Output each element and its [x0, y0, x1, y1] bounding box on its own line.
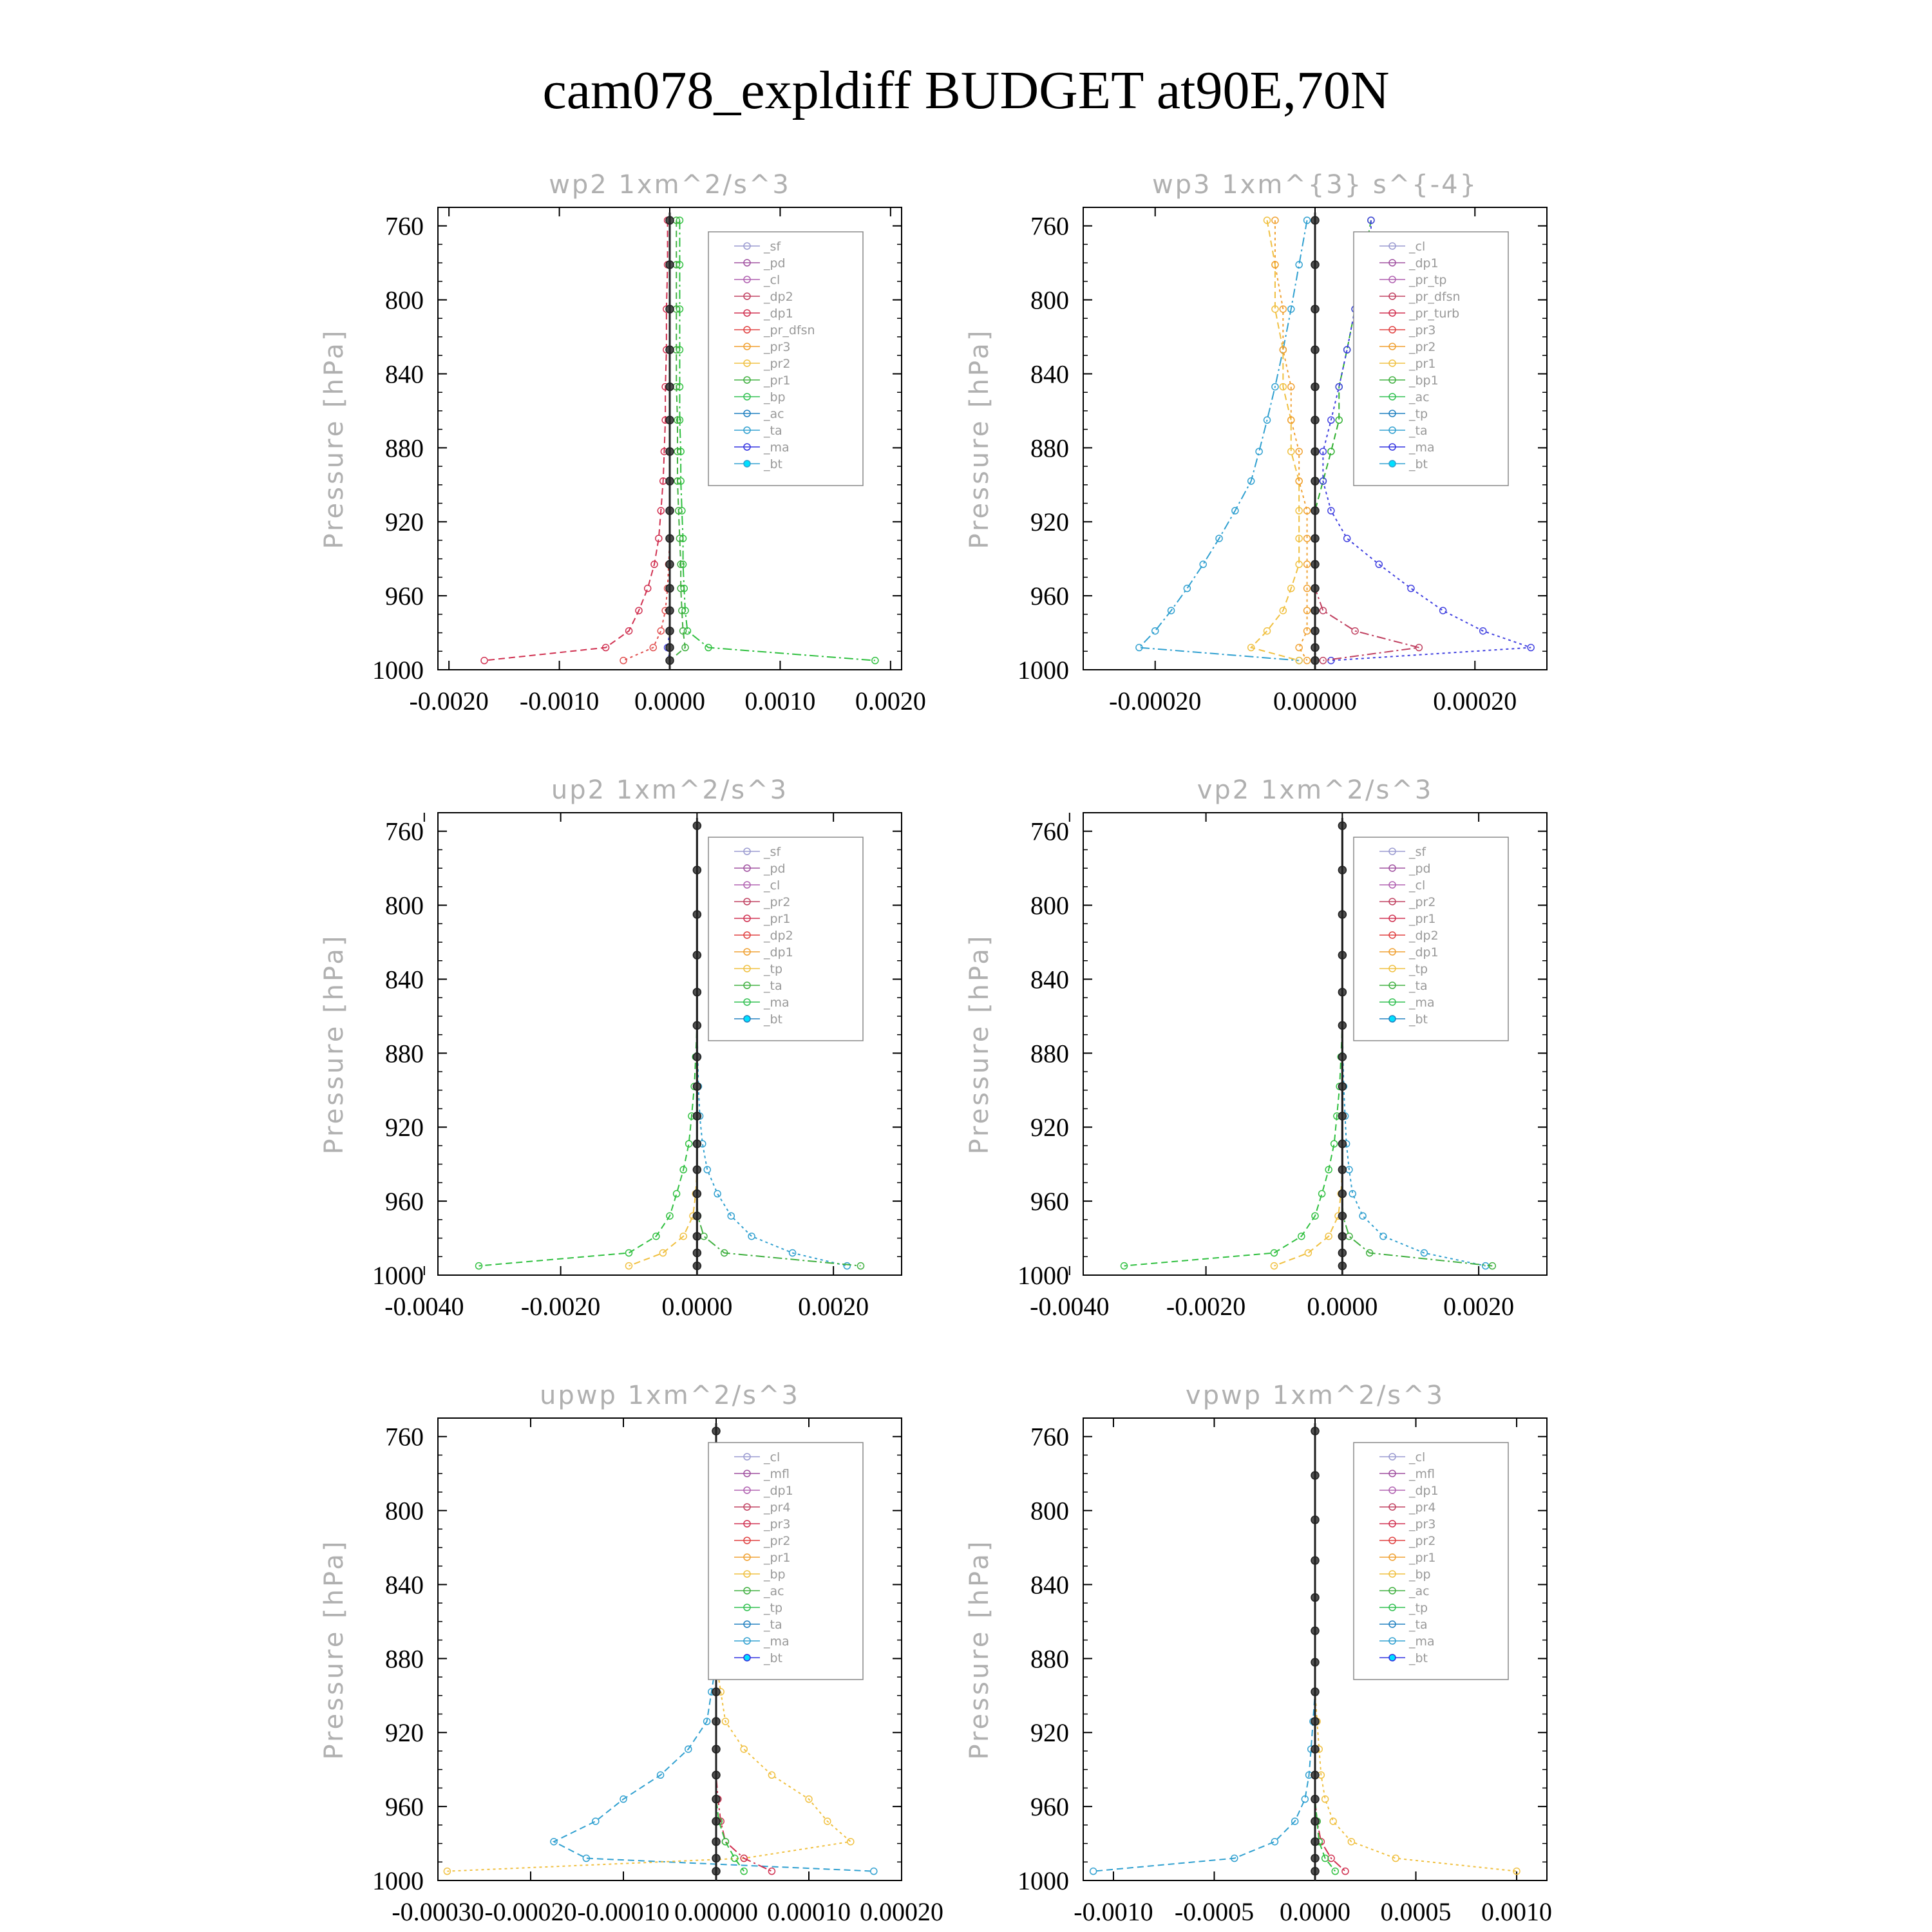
legend-entry: _ma [764, 440, 790, 455]
y-tick-label: 800 [1030, 1496, 1069, 1526]
series-line [484, 220, 668, 661]
legend-marker [744, 1654, 750, 1661]
legend-marker [1389, 460, 1396, 467]
y-tick-label: 760 [385, 817, 424, 846]
panel-title: vp2 1xm^2/s^3 [1197, 775, 1434, 805]
data-point [1271, 1839, 1278, 1845]
legend-entry: _ta [764, 424, 782, 438]
y-tick-label: 840 [385, 1570, 424, 1600]
data-point [1152, 628, 1159, 634]
legend-entry: _pd [764, 862, 786, 876]
legend-entry: _bt [1409, 1012, 1428, 1027]
y-axis-label: Pressure [hPa] [965, 933, 994, 1155]
data-point [714, 1191, 721, 1197]
legend-entry: _cl [1409, 240, 1426, 254]
y-tick-label: 1000 [372, 656, 424, 685]
y-tick-label: 880 [1030, 1644, 1069, 1674]
legend-entry: _tp [764, 962, 783, 976]
y-tick-label: 880 [1030, 433, 1069, 463]
data-point [768, 1868, 775, 1875]
legend-entry: _pr3 [764, 340, 791, 354]
x-tick-label: 0.0000 [661, 1292, 733, 1321]
x-tick-label: -0.0040 [1030, 1292, 1110, 1321]
legend-entry: _bt [1409, 457, 1428, 471]
legend-marker [1389, 1654, 1396, 1661]
legend-entry: _pr_tp [1409, 273, 1447, 287]
series-line [629, 826, 697, 1266]
data-point [722, 1839, 728, 1845]
data-point [625, 1250, 632, 1256]
y-tick-label: 960 [1030, 1187, 1069, 1217]
y-tick-label: 1000 [372, 1866, 424, 1895]
legend-entry: _pr2 [1409, 895, 1436, 909]
legend-entry: _pd [1409, 862, 1431, 876]
legend-entry: _ac [1409, 1584, 1430, 1598]
x-tick-label: -0.0005 [1174, 1897, 1255, 1926]
series-line [1139, 220, 1307, 661]
y-tick-label: 880 [385, 1039, 424, 1068]
legend-entry: _bp [764, 1567, 786, 1582]
data-point [728, 1213, 734, 1219]
x-tick-label: -0.00020 [484, 1897, 577, 1926]
y-tick-label: 960 [1030, 1792, 1069, 1822]
series-line [670, 220, 685, 661]
legend-entry: _ta [1409, 424, 1428, 438]
y-tick-label: 760 [385, 1422, 424, 1452]
x-tick-label: 0.0010 [1481, 1897, 1553, 1926]
y-tick-label: 920 [385, 507, 424, 537]
legend-entry: _tp [764, 1601, 783, 1615]
data-point [659, 1250, 666, 1256]
data-point [1342, 1868, 1349, 1875]
series-line [1315, 1431, 1345, 1871]
legend-entry: _cl [1409, 1450, 1426, 1464]
y-tick-label: 800 [385, 285, 424, 315]
y-tick-label: 920 [1030, 1718, 1069, 1748]
series-line [1315, 1431, 1335, 1871]
y-tick-label: 920 [1030, 507, 1069, 537]
panel-title: upwp 1xm^2/s^3 [540, 1381, 800, 1410]
legend-entry: _pr4 [764, 1501, 791, 1515]
legend-entry: _dp1 [1409, 256, 1439, 270]
legend-entry: _ma [764, 996, 790, 1010]
y-tick-label: 800 [1030, 891, 1069, 920]
figure-title: cam078_expldiff BUDGET at90E,70N [542, 61, 1390, 120]
data-point [1346, 1233, 1352, 1240]
legend-entry: _bt [764, 457, 783, 471]
legend-entry: _pr3 [764, 1517, 791, 1531]
series-line [479, 826, 697, 1266]
data-point [1344, 535, 1350, 542]
legend-entry: _pd [764, 256, 786, 270]
x-tick-label: -0.00030 [392, 1897, 484, 1926]
data-point [1184, 585, 1190, 592]
legend-entry: _pr_dfsn [1409, 290, 1461, 304]
legend-entry: _pr2 [1409, 340, 1436, 354]
legend-entry: _ta [1409, 1618, 1428, 1632]
data-point [741, 1746, 747, 1752]
series-line [1251, 220, 1299, 661]
y-tick-label: 840 [1030, 965, 1069, 994]
legend-entry: _dp2 [764, 929, 793, 943]
data-point [848, 1839, 854, 1845]
data-point [1271, 1250, 1277, 1256]
chart-panel [319, 170, 926, 715]
x-tick-label: -0.0020 [409, 687, 489, 715]
data-point [1359, 1213, 1366, 1219]
x-tick-label: -0.0020 [520, 1292, 601, 1321]
legend-entry: _ma [764, 1634, 790, 1649]
data-point [768, 1772, 775, 1778]
legend-entry: _mfl [1409, 1467, 1435, 1481]
x-tick-label: 0.0010 [744, 687, 816, 715]
legend-entry: _sf [764, 845, 781, 859]
legend-entry: _tp [1409, 962, 1428, 976]
legend-entry: _sf [1409, 845, 1426, 859]
legend-entry: _pr1 [764, 912, 791, 926]
data-point [1320, 607, 1326, 614]
y-tick-label: 880 [385, 1644, 424, 1674]
y-tick-label: 920 [1030, 1113, 1069, 1142]
y-tick-label: 840 [1030, 359, 1069, 389]
chart-panel [965, 170, 1547, 715]
data-point [1408, 585, 1414, 592]
y-tick-label: 1000 [1018, 656, 1069, 685]
legend-entry: _pr2 [1409, 1534, 1436, 1548]
y-tick-label: 1000 [1018, 1261, 1069, 1290]
y-tick-label: 960 [385, 1187, 424, 1217]
legend-entry: _cl [764, 1450, 781, 1464]
legend-entry: _ma [1409, 996, 1435, 1010]
y-tick-label: 920 [385, 1113, 424, 1142]
x-tick-label: 0.0000 [1280, 1897, 1350, 1926]
data-point [871, 1868, 877, 1875]
y-tick-label: 960 [385, 582, 424, 611]
y-tick-label: 960 [1030, 582, 1069, 611]
chart-panel [319, 775, 902, 1321]
x-tick-label: 0.0020 [1443, 1292, 1515, 1321]
legend-entry: _pr1 [764, 374, 791, 388]
data-point [1380, 1233, 1387, 1240]
legend-entry: _bt [764, 1012, 783, 1027]
legend-entry: _ma [1409, 1634, 1435, 1649]
y-axis-label: Pressure [hPa] [965, 1539, 994, 1760]
panel-title: wp3 1xm^{3} s^{-4} [1151, 170, 1479, 200]
legend-entry: _bt [764, 1651, 783, 1665]
x-tick-label: -0.0010 [1074, 1897, 1153, 1926]
y-axis-label: Pressure [hPa] [319, 328, 349, 549]
y-tick-label: 880 [385, 433, 424, 463]
legend-entry: _pr2 [764, 1534, 791, 1548]
series-line [623, 220, 670, 661]
y-tick-label: 760 [1030, 211, 1069, 241]
y-axis-label: Pressure [hPa] [319, 933, 349, 1155]
data-point [1392, 1855, 1399, 1862]
y-tick-label: 760 [1030, 1422, 1069, 1452]
y-tick-label: 840 [385, 965, 424, 994]
legend-entry: _mfl [764, 1467, 790, 1481]
legend-entry: _dp1 [764, 307, 793, 321]
x-tick-label: 0.0005 [1380, 1897, 1452, 1926]
x-tick-label: -0.0010 [519, 687, 600, 715]
legend-entry: _ma [1409, 440, 1435, 455]
legend-entry: _ta [1409, 979, 1428, 993]
legend-entry: _pr3 [1409, 1517, 1436, 1531]
legend-entry: _pr2 [764, 357, 791, 371]
panel-title: vpwp 1xm^2/s^3 [1185, 1381, 1445, 1410]
y-tick-label: 840 [385, 359, 424, 389]
y-tick-label: 1000 [372, 1261, 424, 1290]
y-tick-label: 760 [385, 211, 424, 241]
legend-entry: _pr_turb [1409, 307, 1460, 321]
legend-marker [744, 460, 750, 467]
legend-entry: _tp [1409, 407, 1428, 421]
legend-entry: _sf [764, 240, 781, 254]
x-tick-label: 0.0000 [634, 687, 705, 715]
y-tick-label: 800 [385, 1496, 424, 1526]
legend-entry: _bt [1409, 1651, 1428, 1665]
chart-panel [965, 775, 1547, 1321]
x-tick-label: 0.00010 [767, 1897, 851, 1926]
legend-entry: _dp2 [1409, 929, 1439, 943]
y-tick-label: 960 [385, 1792, 424, 1822]
legend-entry: _pr1 [1409, 357, 1436, 371]
legend-entry: _ac [764, 407, 784, 421]
data-point [1319, 1191, 1325, 1197]
legend-entry: _bp [764, 390, 786, 404]
legend-entry: _pr4 [1409, 1501, 1436, 1515]
legend-entry: _cl [764, 273, 781, 287]
legend-entry: _cl [1409, 878, 1426, 893]
series-line [1274, 826, 1342, 1266]
legend-entry: _pr1 [764, 1551, 791, 1565]
legend-entry: _pr2 [764, 895, 791, 909]
x-tick-label: -0.0040 [384, 1292, 464, 1321]
legend-entry: _ta [764, 979, 782, 993]
legend-entry: _pr_dfsn [764, 323, 815, 337]
data-point [1200, 561, 1206, 567]
legend-entry: _bp1 [1409, 374, 1439, 388]
y-tick-label: 880 [1030, 1039, 1069, 1068]
x-tick-label: 0.0000 [1307, 1292, 1378, 1321]
data-point [1330, 1818, 1336, 1824]
y-tick-label: 800 [385, 891, 424, 920]
x-tick-label: 0.00000 [674, 1897, 758, 1926]
y-axis-label: Pressure [hPa] [319, 1539, 349, 1760]
x-tick-label: 0.0020 [855, 687, 926, 715]
legend-entry: _dp2 [764, 290, 793, 304]
y-tick-label: 760 [1030, 817, 1069, 846]
x-tick-label: 0.0020 [798, 1292, 869, 1321]
data-point [592, 1818, 599, 1824]
legend-entry: _pr3 [1409, 323, 1436, 337]
legend-entry: _pr1 [1409, 912, 1436, 926]
panel-title: up2 1xm^2/s^3 [551, 775, 789, 805]
x-tick-label: 0.00020 [1433, 687, 1517, 715]
x-tick-label: 0.00020 [860, 1897, 943, 1926]
chart-panel [965, 1381, 1552, 1926]
legend-entry: _ac [1409, 390, 1430, 404]
legend-entry: _cl [764, 878, 781, 893]
data-point [658, 628, 664, 634]
legend-entry: _tp [1409, 1601, 1428, 1615]
data-point [1440, 607, 1446, 614]
chart-panel [319, 1381, 943, 1926]
data-point [1090, 1868, 1097, 1875]
data-point [1305, 1250, 1311, 1256]
x-tick-label: 0.00000 [1273, 687, 1357, 715]
legend-entry: _ta [764, 1618, 782, 1632]
legend-entry: _dp1 [1409, 945, 1439, 960]
series-line [1124, 826, 1343, 1266]
x-tick-label: -0.00010 [577, 1897, 670, 1926]
y-tick-label: 920 [385, 1718, 424, 1748]
y-tick-label: 800 [1030, 285, 1069, 315]
legend-entry: _pr1 [1409, 1551, 1436, 1565]
legend-entry: _dp1 [764, 945, 793, 960]
legend-marker [1389, 1016, 1396, 1022]
y-tick-label: 1000 [1018, 1866, 1069, 1895]
data-point [701, 1233, 707, 1240]
data-point [1264, 628, 1271, 634]
data-point [674, 1191, 680, 1197]
data-point [1296, 645, 1302, 651]
series-line [1094, 1431, 1315, 1871]
data-point [620, 658, 627, 664]
data-point [645, 585, 651, 592]
legend-marker [744, 1016, 750, 1022]
legend-entry: _dp1 [1409, 1484, 1439, 1498]
y-tick-label: 840 [1030, 1570, 1069, 1600]
panel-title: wp2 1xm^2/s^3 [549, 170, 791, 200]
legend-entry: _bp [1409, 1567, 1431, 1582]
x-tick-label: -0.00020 [1109, 687, 1202, 715]
x-tick-label: -0.0020 [1166, 1292, 1246, 1321]
y-axis-label: Pressure [hPa] [965, 328, 994, 549]
legend-entry: _ac [764, 1584, 784, 1598]
legend-entry: _dp1 [764, 1484, 793, 1498]
